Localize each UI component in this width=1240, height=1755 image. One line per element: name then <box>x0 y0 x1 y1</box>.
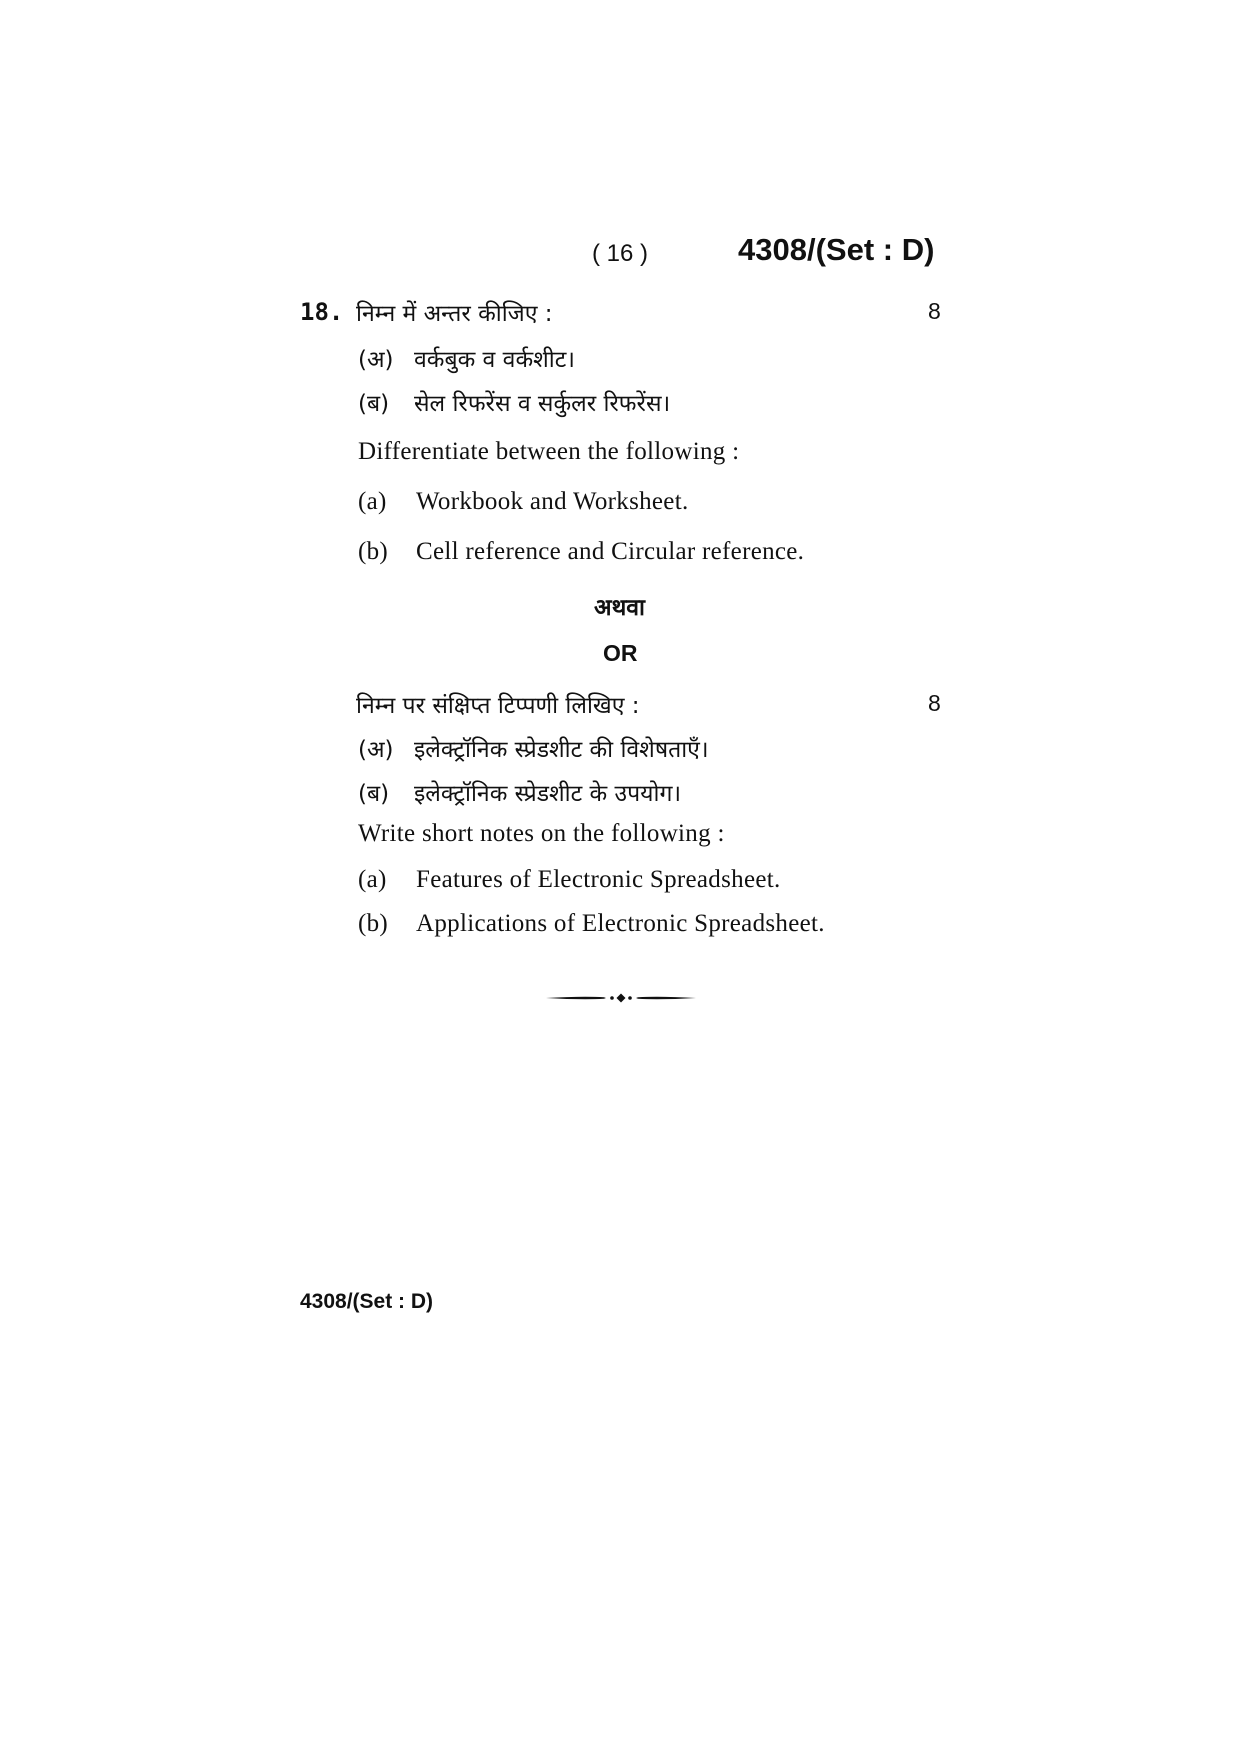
or-english: OR <box>603 640 638 666</box>
hindi-item-text: सेल रिफरेंस व सर्कुलर रिफरेंस। <box>414 391 671 417</box>
hindi-prompt-2: निम्न पर संक्षिप्त टिप्पणी लिखिए : <box>356 693 640 719</box>
hindi-item-label: (अ) <box>358 737 394 763</box>
set-code-footer: 4308/(Set : D) <box>300 1290 434 1313</box>
hindi-item-text: इलेक्ट्रॉनिक स्प्रेडशीट की विशेषताएँ। <box>414 737 709 763</box>
marks-2: 8 <box>928 690 941 716</box>
english-item-label: (b) <box>358 538 389 565</box>
page-number: ( 16 ) <box>592 240 649 267</box>
english-prompt-1: Differentiate between the following : <box>358 438 740 465</box>
hindi-item-label: (अ) <box>358 347 394 373</box>
question-number: 18. <box>300 298 344 326</box>
hindi-item-label: (ब) <box>358 391 390 417</box>
or-hindi: अथवा <box>594 595 646 621</box>
english-item-text: Cell reference and Circular reference. <box>416 538 805 565</box>
hindi-item-text: वर्कबुक व वर्कशीट। <box>414 347 576 373</box>
english-item-text: Applications of Electronic Spreadsheet. <box>416 910 825 937</box>
hindi-prompt-1: निम्न में अन्तर कीजिए : <box>356 301 553 327</box>
english-item-label: (b) <box>358 910 389 937</box>
english-item-text: Workbook and Worksheet. <box>416 488 689 515</box>
english-item-text: Features of Electronic Spreadsheet. <box>416 866 781 893</box>
hindi-item-text: इलेक्ट्रॉनिक स्प्रेडशीट के उपयोग। <box>414 781 682 807</box>
english-item-label: (a) <box>358 866 387 893</box>
set-code-header: 4308/(Set : D) <box>738 232 935 267</box>
marks-1: 8 <box>928 298 941 324</box>
english-item-label: (a) <box>358 488 387 515</box>
hindi-item-label: (ब) <box>358 781 390 807</box>
english-prompt-2: Write short notes on the following : <box>358 820 725 847</box>
end-ornament-icon <box>546 990 696 1006</box>
